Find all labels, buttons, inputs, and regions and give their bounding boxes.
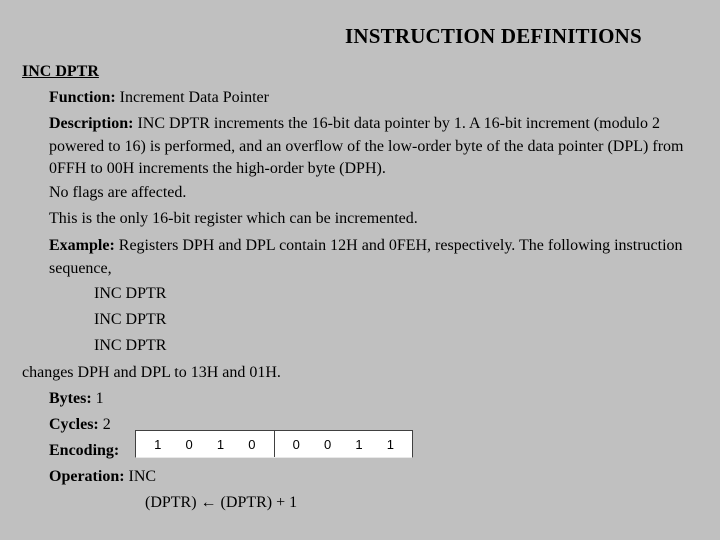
encoding-bit: 0 xyxy=(248,436,256,452)
encoding-low-nibble xyxy=(274,431,413,457)
sequence-line-2: INC DPTR xyxy=(94,311,167,328)
encoding-bit: 0 xyxy=(323,436,332,452)
sequence-line-1: INC DPTR xyxy=(94,285,167,302)
description-label: Description: xyxy=(49,115,134,132)
flags-note: No flags are affected. xyxy=(49,184,187,201)
encoding-bit: 1 xyxy=(216,436,225,452)
encoding-high-nibble xyxy=(136,431,274,457)
encoding-bit: 0 xyxy=(185,436,193,452)
operation-value: INC xyxy=(124,468,157,485)
encoding-box xyxy=(135,430,413,458)
encoding-bit: 0 xyxy=(292,436,300,452)
cycles-value: 2 xyxy=(98,416,111,433)
description-paragraph xyxy=(49,113,709,181)
bytes-value: 1 xyxy=(91,390,104,407)
operation-line xyxy=(49,466,156,488)
cycles-label: Cycles: xyxy=(49,416,99,433)
example-paragraph xyxy=(49,235,709,280)
cycles-line xyxy=(49,414,111,436)
encoding-line xyxy=(49,440,119,462)
bytes-label: Bytes: xyxy=(49,390,92,407)
bytes-line xyxy=(49,388,104,410)
instruction-heading: INC DPTR xyxy=(22,63,99,80)
operation-label: Operation: xyxy=(49,468,125,485)
encoding-bit: 1 xyxy=(355,436,363,452)
sequence-line-3: INC DPTR xyxy=(94,337,167,354)
page-title: INSTRUCTION DEFINITIONS xyxy=(345,24,642,48)
encoding-bit: 1 xyxy=(386,436,394,452)
function-text: Increment Data Pointer xyxy=(115,89,269,106)
description-text: INC DPTR increments the 16-bit data pointer by 1. A 16-bit increment (modulo 2 powered to 16) is performed, and an overflow of the low-order byte of the data pointer (DPL) from 0FFH to 00H increments the high-order byte (DPH). xyxy=(49,115,684,177)
only-register-note: This is the only 16-bit register which can be incremented. xyxy=(49,210,418,227)
example-text: Registers DPH and DPL contain 12H and 0FEH, respectively. The following instruction sequence, xyxy=(49,237,683,277)
function-label: Function: xyxy=(49,89,116,106)
example-label: Example: xyxy=(49,237,115,254)
operation-expression: (DPTR) ← (DPTR) + 1 xyxy=(145,494,298,511)
encoding-label: Encoding: xyxy=(49,442,120,459)
result-line: changes DPH and DPL to 13H and 01H. xyxy=(22,364,281,381)
encoding-bit: 1 xyxy=(154,436,162,452)
function-line xyxy=(49,87,269,109)
